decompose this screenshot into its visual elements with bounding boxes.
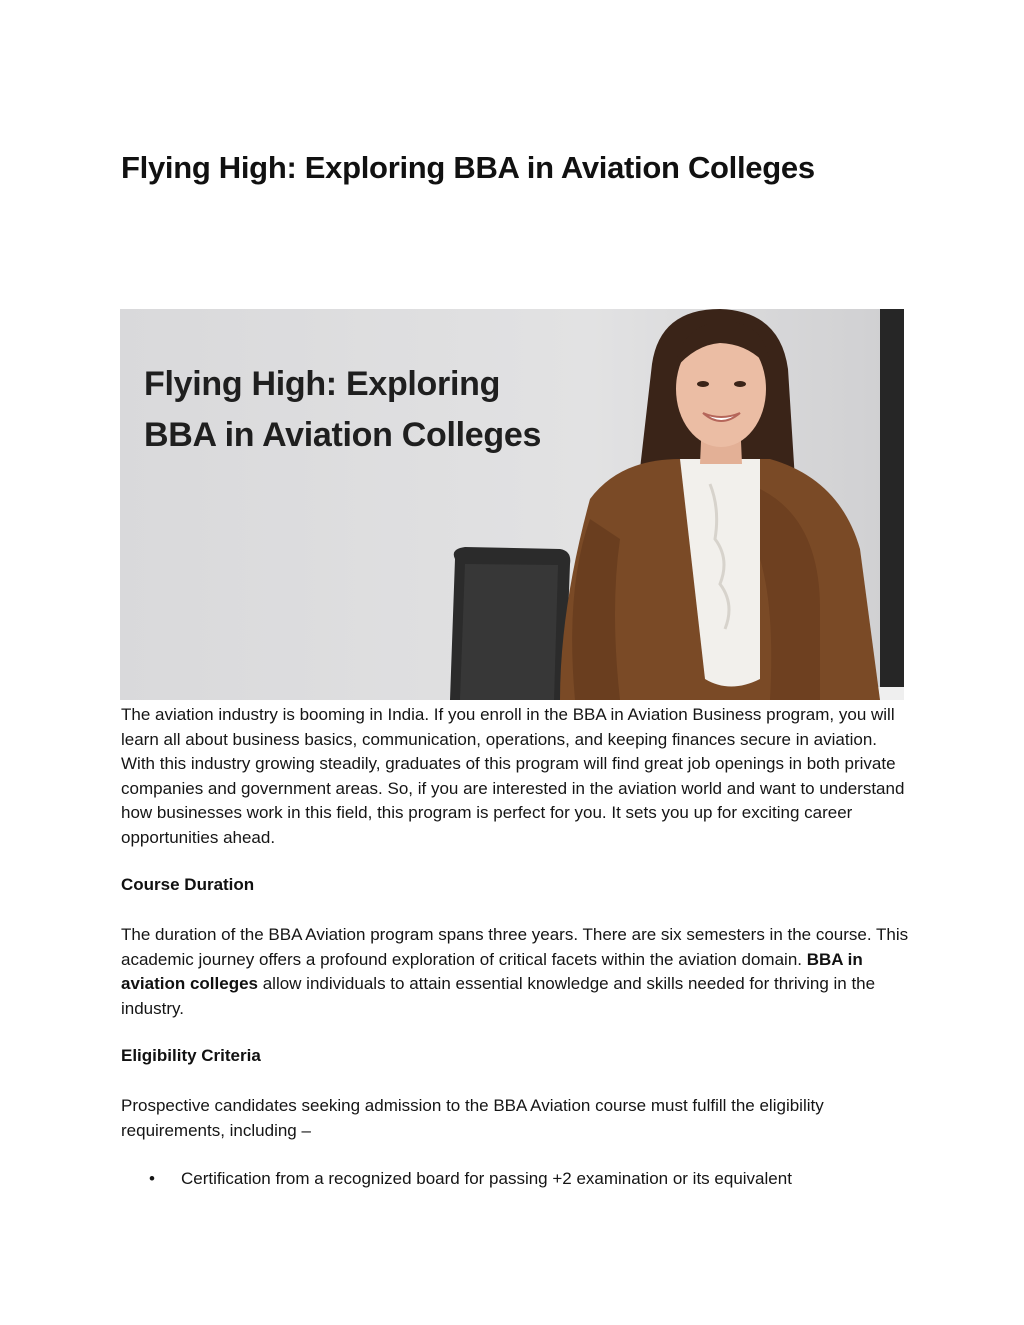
eligibility-heading: Eligibility Criteria	[121, 1046, 261, 1065]
document-title: Flying High: Exploring BBA in Aviation Colleges	[121, 150, 815, 185]
intro-paragraph: The aviation industry is booming in India. If you enroll in the BBA in Aviation Business program, you will learn all about business basics, communication, operations, and keeping finances secure in aviation. With this industry growing steadily, graduates of this program will find great job openings in both private companies and government areas. So, if you are interested in the aviation world and want to understand how businesses work in this field, this program is perfect for you. It sets you up for exciting career opportunities ahead.	[121, 705, 905, 847]
hero-image	[120, 309, 904, 700]
list-item-text: Certification from a recognized board for passing +2 examination or its equivalent	[181, 1169, 792, 1188]
hero-caption-line-2: BBA in Aviation Colleges	[144, 416, 542, 454]
course-duration-heading: Course Duration	[121, 875, 255, 894]
hero-caption	[144, 359, 541, 461]
course-duration-text-after: allow individuals to attain essential knowledge and skills needed for thriving in the industry.	[121, 974, 876, 1018]
course-duration-text-before: The duration of the BBA Aviation program spans three years. There are six semesters in the course. This academic journey offers a profound exploration of critical facets within the aviation domain.	[121, 925, 909, 969]
eligibility-paragraph: Prospective candidates seeking admission to the BBA Aviation course must fulfill the eligibility requirements, including –	[121, 1096, 824, 1140]
hero-caption-line-1: Flying High: Exploring	[144, 365, 501, 403]
eligibility-list	[147, 1167, 792, 1192]
door-frame	[880, 309, 904, 700]
bba-aviation-colleges-link[interactable]: BBA in aviation colleges	[121, 949, 863, 993]
list-item	[147, 1167, 792, 1192]
course-duration-paragraph	[121, 923, 911, 1021]
bullet-icon: •	[149, 1169, 155, 1188]
